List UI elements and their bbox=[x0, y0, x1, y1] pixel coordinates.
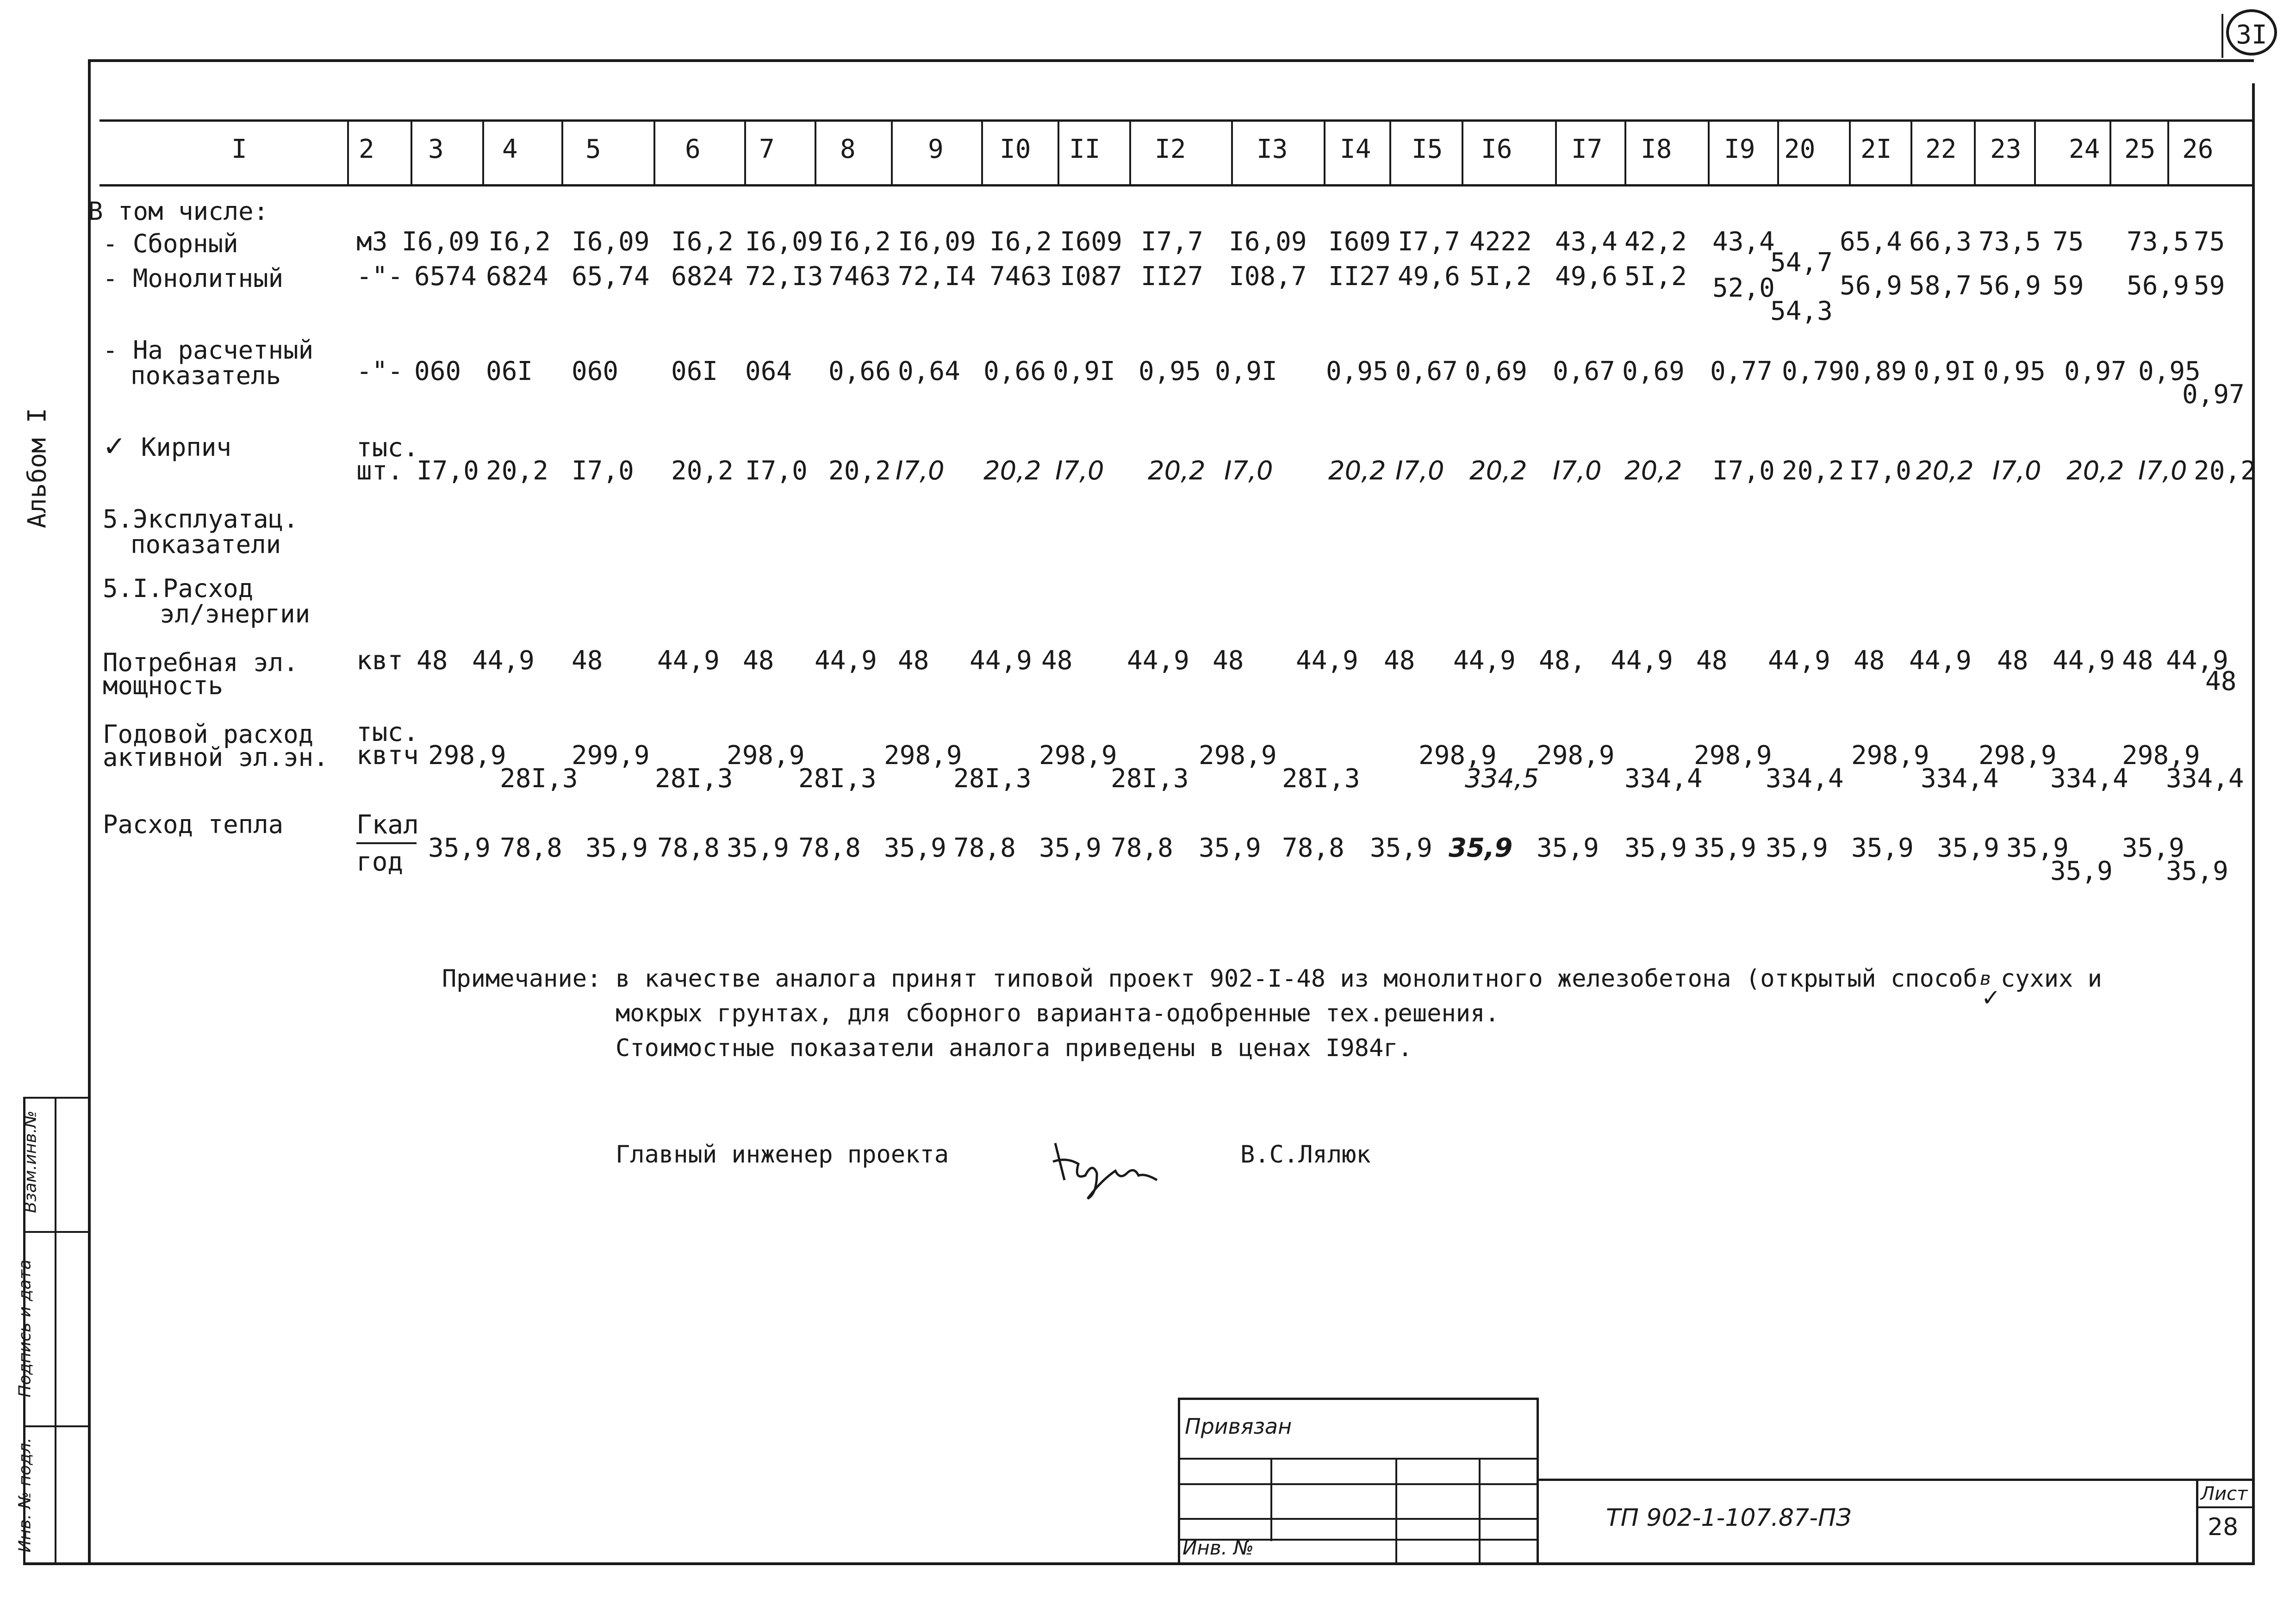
section-51-subtitle: эл/энергии bbox=[160, 599, 311, 628]
label-raschetny: - На расчетный bbox=[103, 336, 314, 365]
value-cell: 35,9 bbox=[1449, 833, 1513, 863]
value-cell: 78,8 bbox=[1111, 833, 1173, 863]
value-cell: I7,0 bbox=[1055, 456, 1104, 486]
header-cell: 6 bbox=[685, 134, 701, 164]
header-cell: I9 bbox=[1724, 134, 1755, 164]
value-cell: 0,95 bbox=[1139, 356, 1201, 386]
note-label: Примечание: bbox=[442, 965, 602, 993]
value-cell: I08,7 bbox=[1229, 261, 1307, 292]
stamp-right-top bbox=[1537, 1479, 2254, 1481]
col-div bbox=[1462, 119, 1463, 187]
value-cell: 0,95 bbox=[1983, 356, 2046, 386]
col-div bbox=[744, 119, 746, 187]
value-cell: 20,2 bbox=[671, 456, 734, 486]
header-cell: 22 bbox=[1925, 134, 1957, 164]
header-cell: I0 bbox=[1000, 134, 1031, 164]
value-cell: 44,9 bbox=[1296, 646, 1358, 676]
value-cell-bottom: 28I,3 bbox=[1111, 764, 1189, 794]
value-cell-bottom: 334,4 bbox=[1766, 764, 1844, 794]
frame-right-line bbox=[2252, 83, 2255, 1564]
value-cell: 56,9 bbox=[1840, 271, 1902, 301]
value-cell: 35,9 bbox=[428, 833, 491, 863]
sheet-number-badge bbox=[2226, 9, 2277, 56]
value-cell: 48 bbox=[572, 646, 603, 676]
label-kirpich bbox=[103, 430, 231, 463]
album-label: Альбом I bbox=[22, 408, 52, 529]
stamp-line bbox=[1178, 1518, 1539, 1520]
value-cell: 59 bbox=[2194, 271, 2225, 301]
value-cell: 060 bbox=[572, 356, 619, 386]
value-cell: II27 bbox=[1141, 261, 1203, 292]
header-cell: I5 bbox=[1412, 134, 1443, 164]
value-cell: 58,7 bbox=[1909, 271, 1972, 301]
value-cell: I7,0 bbox=[1395, 456, 1444, 486]
value-cell: 20,2 bbox=[1328, 456, 1386, 486]
value-cell: 48 bbox=[1041, 646, 1073, 676]
header-cell: 5 bbox=[585, 134, 601, 164]
value-cell: 35,9 bbox=[1039, 833, 1101, 863]
note-line-1-text: в качестве аналога принят типовой проект 902-I-48 из монолитного железобетона (открытый способ bbox=[616, 965, 1978, 993]
header-cell: I2 bbox=[1155, 134, 1186, 164]
value-cell: 44,9 bbox=[2166, 646, 2228, 676]
value-cell: 48, bbox=[1539, 646, 1586, 676]
value-cell: I087 bbox=[1060, 261, 1122, 292]
col-div bbox=[1624, 119, 1626, 187]
value-cell-bottom: 28I,3 bbox=[953, 764, 1032, 794]
header-cell: I7 bbox=[1571, 134, 1603, 164]
value-cell-top: 298,9 bbox=[1039, 740, 1117, 771]
sheet-box-left bbox=[2196, 1479, 2198, 1564]
value-cell: 35,9 bbox=[1694, 833, 1756, 863]
value-cell: 35,9 bbox=[2006, 833, 2069, 863]
value-cell-top: 298,9 bbox=[1537, 740, 1615, 771]
stamp-top-line bbox=[1178, 1398, 1539, 1400]
value-cell: 44,9 bbox=[1768, 646, 1830, 676]
label-kirpich-text: Кирпич bbox=[141, 433, 231, 462]
value-cell: 73,5 bbox=[1979, 227, 2041, 257]
stamp-list-no: 28 bbox=[2208, 1513, 2239, 1541]
stamp-line bbox=[1395, 1458, 1397, 1564]
value-cell: I7,7 bbox=[1141, 227, 1203, 257]
value-cell: 20,2 bbox=[983, 456, 1041, 486]
col-div bbox=[561, 119, 563, 187]
col-div bbox=[1231, 119, 1233, 187]
label-teplo: Расход тепла bbox=[103, 810, 284, 839]
value-cell: 35,9 bbox=[1624, 833, 1687, 863]
label-potrebnaya: Потребная эл. bbox=[103, 648, 299, 677]
header-cell: 2 bbox=[359, 134, 374, 164]
col-div bbox=[1555, 119, 1557, 187]
value-cell: 5I,2 bbox=[1469, 261, 1532, 292]
value-cell: I7,0 bbox=[896, 456, 945, 486]
value-cell: I6,2 bbox=[488, 227, 551, 257]
signature-name: В.С.Лялюк bbox=[1240, 1141, 1371, 1169]
header-cell: 20 bbox=[1784, 134, 1816, 164]
frame-left-line bbox=[88, 59, 91, 1564]
side-label-podpis: Подпись и дата bbox=[15, 1259, 35, 1398]
header-cell: I3 bbox=[1257, 134, 1288, 164]
stamp-privyazan: Привязан bbox=[1185, 1414, 1292, 1439]
unit-godovoy-1: тыс. bbox=[356, 717, 419, 747]
value-cell-lower: 35,9 bbox=[2166, 856, 2228, 886]
value-cell-lower: 48 bbox=[2205, 666, 2237, 696]
value-cell: 65,4 bbox=[1840, 227, 1902, 257]
value-cell-top: 299,9 bbox=[572, 740, 650, 771]
col-div bbox=[1777, 119, 1779, 187]
value-cell: 0,9I bbox=[1215, 356, 1277, 386]
header-cell: I bbox=[231, 134, 247, 164]
value-cell: 20,2 bbox=[1624, 456, 1682, 486]
value-cell: 42,2 bbox=[1624, 227, 1687, 257]
value-cell: 0,69 bbox=[1465, 356, 1527, 386]
value-cell: 5I,2 bbox=[1624, 261, 1687, 292]
value-cell: 0,79 bbox=[1782, 356, 1844, 386]
value-cell: 35,9 bbox=[1370, 833, 1432, 863]
header-cell: 9 bbox=[928, 134, 944, 164]
stamp-doc-code: ТП 902-1-107.87-ПЗ bbox=[1606, 1504, 1852, 1532]
header-cell: 7 bbox=[759, 134, 775, 164]
value-cell: 44,9 bbox=[657, 646, 720, 676]
value-cell: 43,4 bbox=[1555, 227, 1618, 257]
value-cell: 43,4 bbox=[1712, 227, 1775, 257]
value-cell: 48 bbox=[2122, 646, 2153, 676]
value-cell: I7,0 bbox=[2138, 456, 2187, 486]
value-cell: 0,77 bbox=[1710, 356, 1773, 386]
value-cell: I6,2 bbox=[989, 227, 1052, 257]
value-cell: 59 bbox=[2053, 271, 2084, 301]
value-cell: 0,9I bbox=[1914, 356, 1976, 386]
value-cell: 48 bbox=[1854, 646, 1885, 676]
value-cell: 06I bbox=[671, 356, 718, 386]
value-cell: 48 bbox=[743, 646, 774, 676]
value-cell: I6,09 bbox=[402, 227, 480, 257]
header-cell: I8 bbox=[1641, 134, 1672, 164]
value-cell: 20,2 bbox=[2194, 456, 2256, 486]
col-div bbox=[1849, 119, 1851, 187]
col-div bbox=[1129, 119, 1131, 187]
frame-top-short bbox=[90, 60, 192, 62]
value-cell-top: 298,9 bbox=[2122, 740, 2200, 771]
col-div bbox=[1974, 119, 1976, 187]
value-cell-bottom: 334,4 bbox=[2050, 764, 2128, 794]
signature-role: Главный инженер проекта bbox=[616, 1141, 949, 1169]
value-cell: 0,64 bbox=[898, 356, 960, 386]
unit-teplo-top: Гкал bbox=[356, 810, 419, 840]
value-cell: 6574 bbox=[414, 261, 477, 292]
value-cell-bottom: 28I,3 bbox=[1282, 764, 1360, 794]
header-cell: 25 bbox=[2124, 134, 2156, 164]
value-cell-bottom: 334,5 bbox=[1465, 764, 1539, 794]
note-line-3: Стоимостные показатели аналога приведены в ценах I984г. bbox=[616, 1034, 1412, 1062]
value-cell: 44,9 bbox=[2053, 646, 2115, 676]
section-51-title: 5.I.Расход bbox=[103, 574, 254, 603]
value-cell: 20,2 bbox=[1469, 456, 1527, 486]
value-cell: 44,9 bbox=[1127, 646, 1189, 676]
insert-caret-icon: ✓ bbox=[1981, 984, 2001, 1011]
label-raschetny-2: показатель bbox=[131, 361, 281, 390]
frame-bottom-line bbox=[23, 1562, 2255, 1565]
value-cell-top: 298,9 bbox=[1419, 740, 1497, 771]
value-cell-top: 298,9 bbox=[1979, 740, 2057, 771]
value-cell: 73,5 bbox=[2127, 227, 2189, 257]
stamp-line bbox=[1178, 1458, 1539, 1460]
value-cell-top: 298,9 bbox=[1199, 740, 1277, 771]
value-cell-lower: 0,97 bbox=[2182, 379, 2245, 410]
value-cell: 78,8 bbox=[1282, 833, 1344, 863]
note-line-1-tail: сухих и bbox=[2000, 965, 2102, 993]
value-cell: 20,2 bbox=[486, 456, 548, 486]
side-col-top bbox=[23, 1097, 90, 1099]
value-cell: 65,74 bbox=[572, 261, 650, 292]
value-cell: 20,2 bbox=[1148, 456, 1206, 486]
col-div bbox=[411, 119, 412, 187]
header-cell: 23 bbox=[1990, 134, 2022, 164]
value-cell-bottom: 334,4 bbox=[2166, 764, 2244, 794]
value-cell: 0,67 bbox=[1553, 356, 1615, 386]
value-cell: 35,9 bbox=[727, 833, 789, 863]
value-cell: 35,9 bbox=[2122, 833, 2184, 863]
sheet-box-mid bbox=[2196, 1506, 2254, 1508]
value-cell: I7,0 bbox=[417, 456, 479, 486]
col-div bbox=[815, 119, 816, 187]
unit-raschetny: -"- bbox=[356, 356, 404, 386]
side-label-inv-podl: Инв. № подл. bbox=[15, 1437, 35, 1553]
value-cell: I6,09 bbox=[745, 227, 823, 257]
unit-sborny: м3 bbox=[356, 227, 388, 257]
col-div bbox=[1324, 119, 1325, 187]
stamp-line bbox=[1479, 1458, 1481, 1564]
col-div bbox=[2167, 119, 2169, 187]
value-cell: 20,2 bbox=[1782, 456, 1844, 486]
value-cell: 0,95 bbox=[1326, 356, 1388, 386]
value-cell: 75 bbox=[2053, 227, 2084, 257]
col-div bbox=[1910, 119, 1912, 187]
value-cell: I6,09 bbox=[898, 227, 976, 257]
value-cell: 44,9 bbox=[1611, 646, 1673, 676]
value-cell: 44,9 bbox=[1453, 646, 1516, 676]
value-cell: 56,9 bbox=[2127, 271, 2189, 301]
value-cell-top: 298,9 bbox=[1851, 740, 1929, 771]
header-cell: 4 bbox=[502, 134, 518, 164]
col-div bbox=[891, 119, 893, 187]
header-cell: 2I bbox=[1860, 134, 1892, 164]
value-cell: 06I bbox=[486, 356, 533, 386]
unit-potrebnaya: квт bbox=[356, 646, 404, 676]
note-line-1 bbox=[616, 965, 2102, 1011]
stamp-inv-no: Инв. № bbox=[1182, 1536, 1254, 1559]
value-cell: 0,89 bbox=[1844, 356, 1907, 386]
handwritten-signature bbox=[1046, 1129, 1166, 1203]
value-cell-upper: 54,7 bbox=[1770, 248, 1833, 278]
value-cell: I6,09 bbox=[572, 227, 650, 257]
value-cell: 35,9 bbox=[1537, 833, 1599, 863]
value-cell: 66,3 bbox=[1909, 227, 1972, 257]
header-top-line bbox=[100, 119, 2254, 122]
value-cell-lower: 54,3 bbox=[1770, 296, 1833, 326]
value-cell: 35,9 bbox=[585, 833, 648, 863]
value-cell: 48 bbox=[1213, 646, 1244, 676]
value-cell-bottom: 28I,3 bbox=[500, 764, 578, 794]
value-cell-bottom: 334,4 bbox=[1624, 764, 1703, 794]
value-cell: 48 bbox=[1696, 646, 1728, 676]
value-cell: 35,9 bbox=[1766, 833, 1828, 863]
label-sborny: - Сборный bbox=[103, 229, 238, 258]
value-cell: 44,9 bbox=[1909, 646, 1972, 676]
col-div bbox=[1708, 119, 1710, 187]
value-cell-top: 298,9 bbox=[727, 740, 805, 771]
value-cell: 56,9 bbox=[1979, 271, 2041, 301]
value-cell: I7,0 bbox=[1992, 456, 2041, 486]
col-div bbox=[981, 119, 983, 187]
value-cell: 7463 bbox=[989, 261, 1052, 292]
value-cell: 78,8 bbox=[798, 833, 861, 863]
value-cell: I7,0 bbox=[1224, 456, 1273, 486]
header-cell: 3 bbox=[428, 134, 444, 164]
label-potrebnaya-2: мощность bbox=[103, 671, 224, 700]
corner-tick bbox=[2221, 14, 2223, 58]
value-cell-top: 298,9 bbox=[1694, 740, 1772, 771]
header-cell: I4 bbox=[1340, 134, 1371, 164]
value-cell: 72,I3 bbox=[745, 261, 823, 292]
value-cell: 0,9I bbox=[1053, 356, 1115, 386]
unit-godovoy-2: квтч bbox=[356, 740, 419, 771]
value-cell: 48 bbox=[1384, 646, 1415, 676]
header-cell: II bbox=[1069, 134, 1101, 164]
check-mark-icon: ✓ bbox=[103, 430, 126, 463]
col-div bbox=[1389, 119, 1391, 187]
note-insert-letter: в bbox=[1979, 968, 1991, 989]
value-cell: 35,9 bbox=[884, 833, 946, 863]
value-cell: 064 bbox=[745, 356, 792, 386]
value-cell: II27 bbox=[1328, 261, 1391, 292]
value-cell-top: 298,9 bbox=[428, 740, 506, 771]
col-div bbox=[482, 119, 484, 187]
col-div bbox=[653, 119, 655, 187]
side-col-line bbox=[23, 1425, 90, 1427]
value-cell-bottom: 334,4 bbox=[1921, 764, 1999, 794]
header-cell: I6 bbox=[1481, 134, 1512, 164]
value-cell: 78,8 bbox=[657, 833, 720, 863]
value-cell: 20,2 bbox=[2066, 456, 2124, 486]
value-cell: I7,0 bbox=[1712, 456, 1775, 486]
section-5-title: 5.Эксплуатац. bbox=[103, 504, 299, 534]
value-cell: 48 bbox=[898, 646, 929, 676]
value-cell: 0,66 bbox=[828, 356, 891, 386]
value-cell: 0,66 bbox=[983, 356, 1046, 386]
header-bottom-line bbox=[100, 184, 2254, 187]
stamp-line bbox=[1178, 1483, 1539, 1485]
value-cell-bottom: 28I,3 bbox=[798, 764, 877, 794]
value-cell: 49,6 bbox=[1555, 261, 1618, 292]
value-cell: I609 bbox=[1328, 227, 1391, 257]
value-cell: 0,69 bbox=[1622, 356, 1685, 386]
value-cell: 20,2 bbox=[1916, 456, 1974, 486]
value-cell: 49,6 bbox=[1398, 261, 1460, 292]
value-cell: 0,67 bbox=[1395, 356, 1458, 386]
side-col-line bbox=[23, 1231, 90, 1233]
value-cell: 52,0 bbox=[1712, 273, 1775, 303]
col-div bbox=[347, 119, 349, 187]
value-cell-bottom: 28I,3 bbox=[655, 764, 733, 794]
label-godovoy: Годовой расход bbox=[103, 720, 314, 749]
value-cell: 20,2 bbox=[828, 456, 891, 486]
value-cell-top: 298,9 bbox=[884, 740, 962, 771]
value-cell: 4222 bbox=[1469, 227, 1532, 257]
col-div bbox=[2034, 119, 2036, 187]
value-cell: I7,0 bbox=[1849, 456, 1911, 486]
unit-kirpich-2: шт. bbox=[356, 456, 404, 486]
label-v-tom-chisle: В том числе: bbox=[88, 197, 269, 226]
value-cell: 48 bbox=[417, 646, 448, 676]
col-div bbox=[2109, 119, 2111, 187]
value-cell: 48 bbox=[1997, 646, 2028, 676]
frame-top-line bbox=[88, 59, 2254, 62]
value-cell: I6,2 bbox=[671, 227, 734, 257]
value-cell: 72,I4 bbox=[898, 261, 976, 292]
value-cell: 6824 bbox=[671, 261, 734, 292]
sheet-number-text: 3I bbox=[2236, 20, 2267, 50]
section-5-subtitle: показатели bbox=[131, 530, 281, 559]
value-cell: 75 bbox=[2194, 227, 2225, 257]
value-cell: 35,9 bbox=[1937, 833, 1999, 863]
col-div bbox=[1058, 119, 1059, 187]
value-cell: 7463 bbox=[828, 261, 891, 292]
value-cell: 0,95 bbox=[2138, 356, 2201, 386]
value-cell: I7,0 bbox=[572, 456, 634, 486]
value-cell: 78,8 bbox=[500, 833, 562, 863]
header-cell: 8 bbox=[840, 134, 856, 164]
unit-teplo-bottom: год bbox=[356, 847, 404, 877]
unit-teplo-fraction-line bbox=[356, 842, 417, 844]
value-cell: I609 bbox=[1060, 227, 1122, 257]
value-cell: I7,7 bbox=[1398, 227, 1460, 257]
header-cell: 26 bbox=[2182, 134, 2214, 164]
value-cell: 35,9 bbox=[1851, 833, 1914, 863]
value-cell: 44,9 bbox=[815, 646, 877, 676]
value-cell: I7,0 bbox=[745, 456, 808, 486]
value-cell: 44,9 bbox=[472, 646, 535, 676]
value-cell: 78,8 bbox=[953, 833, 1016, 863]
label-godovoy-2: активной эл.эн. bbox=[103, 743, 329, 772]
label-monolitny: - Монолитный bbox=[103, 264, 284, 293]
stamp-list-label: Лист bbox=[2201, 1483, 2248, 1505]
header-cell: 24 bbox=[2069, 134, 2100, 164]
side-label-vzam: Взам.инв.№ bbox=[21, 1110, 40, 1213]
unit-monolitny: -"- bbox=[356, 261, 404, 292]
value-cell: I7,0 bbox=[1553, 456, 1602, 486]
value-cell: I6,09 bbox=[1229, 227, 1307, 257]
value-cell: 060 bbox=[414, 356, 461, 386]
value-cell: 35,9 bbox=[1199, 833, 1261, 863]
value-cell: I6,2 bbox=[828, 227, 891, 257]
unit-kirpich-1: тыс. bbox=[356, 433, 419, 463]
value-cell: 6824 bbox=[486, 261, 548, 292]
side-col-mid bbox=[55, 1097, 56, 1564]
value-cell: 0,97 bbox=[2064, 356, 2127, 386]
note-line-2: мокрых грунтах, для сборного варианта-одобренные тех.решения. bbox=[616, 1000, 1500, 1027]
value-cell: 44,9 bbox=[970, 646, 1032, 676]
value-cell-lower: 35,9 bbox=[2050, 856, 2113, 886]
stamp-line bbox=[1270, 1458, 1272, 1541]
